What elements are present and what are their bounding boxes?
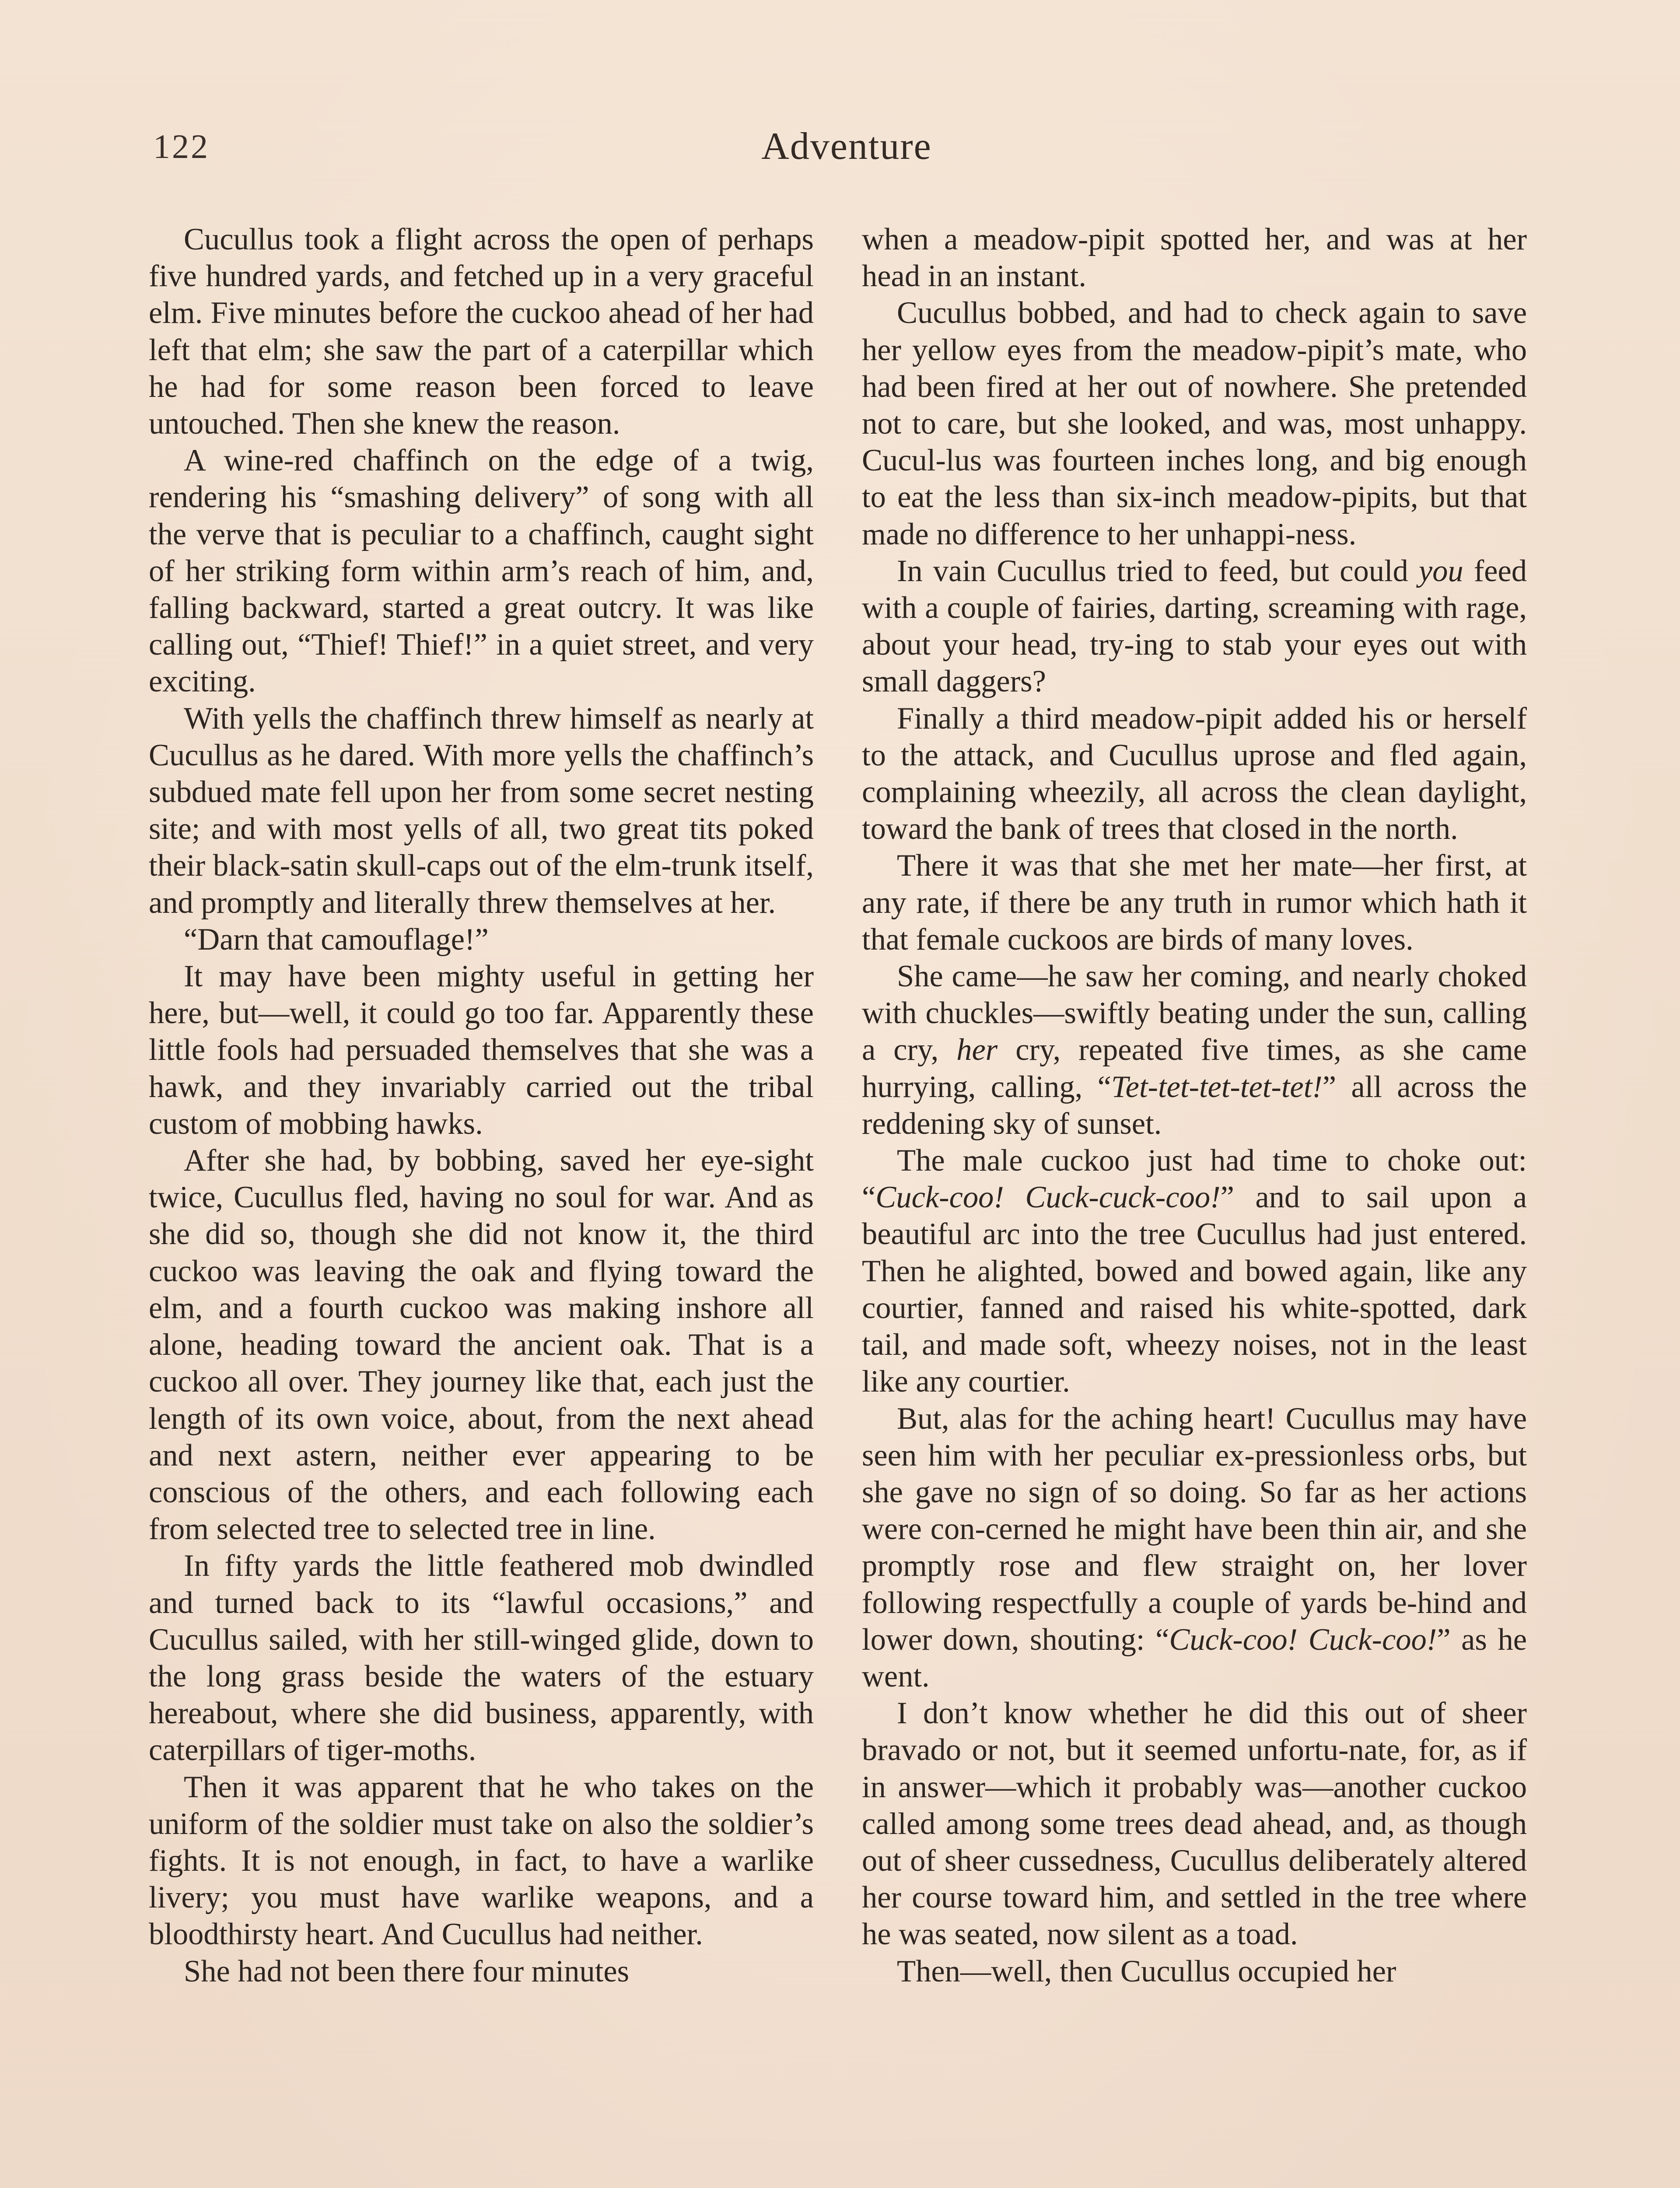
text-run: In vain Cucullus tried to feed, but could — [897, 554, 1408, 588]
paragraph: Then it was apparent that he who takes on the uniform of the soldier must take on also the soldier’s fights. It is not enough, in fact, to have a warlike livery; you must have warlike weapons, and a bloodthirsty heart. And Cucullus had neither. — [149, 1770, 814, 1952]
paragraph: With yells the chaffinch threw himself as nearly at Cucullus as he dared. With more yells the chaffinch’s subdued mate fell upon her from some secret nesting site; and with most yells of all, two great tits poked their black-satin skull-caps out of the elm-trunk itself, and promptly and literally threw themselves at her. — [149, 701, 814, 920]
emphasis: Cuck-coo! Cuck-coo! — [1169, 1622, 1437, 1657]
paragraph: There it was that she met her mate—her first, at any rate, if there be any truth in rumor which hath it that female cuckoos are birds of many loves. — [862, 849, 1527, 957]
emphasis: Cuck-coo! Cuck-cuck-coo! — [875, 1180, 1221, 1215]
running-title: Adventure — [761, 125, 932, 168]
emphasis: Tet-tet-tet-tet-tet! — [1111, 1069, 1323, 1104]
emphasis: her — [956, 1033, 998, 1067]
paragraph: Cucullus took a flight across the open of perhaps five hundred yards, and fetched up in a very graceful elm. Five minutes before the cuckoo ahead of her had left that elm; she saw the part of a caterpillar which he had for some reason been forced to leave untouched. Then she knew the reason. — [149, 222, 814, 441]
paragraph: In fifty yards the little feathered mob dwindled and turned back to its “lawful occasions,” and Cucullus sailed, with her still-winged glide, down to the long grass beside the waters of the estuary hereabout, where she did business, apparently, with caterpillars of tiger-moths. — [149, 1549, 814, 1767]
paragraph — [862, 553, 1527, 700]
paragraph: I don’t know whether he did this out of sheer bravado or not, but it seemed unfortu-nate, for, as if in answer—which it probably was—another cuckoo called among some trees dead ahead, and, as though out of sheer cussedness, Cucullus deliberately altered her course toward him, and settled in the tree where he was seated, now silent as a toad. — [862, 1696, 1527, 1952]
text-run: But, alas for the aching heart! Cucullus may have seen him with her peculiar ex-pressionless orbs, but she gave no sign of so doing. So far as her actions were con-cerned he might have been thin air, and she promptly rose and flew straight on, her lover following respectfully a couple of yards be-hind and lower down, shouting: “ — [862, 1401, 1527, 1657]
text-run: She came—he saw her coming, and nearly choked with chuckles—swiftly beating under the sun, calling a cry, — [862, 959, 1527, 1067]
paragraph: Then—well, then Cucullus occupied her — [897, 1954, 1396, 1988]
left-column — [149, 221, 814, 1990]
paragraph — [862, 1400, 1527, 1695]
paragraph: It may have been mighty useful in getting her here, but—well, it could go too far. Apparently these little fools had persuaded themselves that she was a hawk, and they invariably carried out the tribal custom of mobbing hawks. — [149, 959, 814, 1141]
paragraph: After she had, by bobbing, saved her eye-sight twice, Cucullus fled, having no soul for war. And as she did so, though she did not know it, the third cuckoo was leaving the oak and flying toward the elm, and a fourth cuckoo was making inshore all alone, heading toward the ancient oak. That is a cuckoo all over. They journey like that, each just the length of its own voice, about, from the next ahead and next astern, neither ever appearing to be conscious of the others, and each following each from selected tree to selected tree in line. — [149, 1143, 814, 1546]
paragraph — [862, 1142, 1527, 1400]
page-number: 122 — [153, 127, 210, 165]
paragraph: Finally a third meadow-pipit added his or herself to the attack, and Cucullus uprose and fled again, complaining wheezily, all across the clean daylight, toward the bank of trees that closed in the north. — [862, 701, 1527, 846]
paragraph: “Darn that camouflage!” — [184, 922, 489, 957]
text-run: feed with a couple of fairies, darting, screaming with rage, about your head, try-ing to stab your eyes out with small daggers? — [862, 554, 1527, 699]
text-run: ” all across the reddening sky of sunset. — [862, 1069, 1527, 1141]
text-run: The male cuckoo just had time to choke out: “ — [862, 1143, 1527, 1215]
page-header — [153, 127, 1540, 184]
text-run: ” as he went. — [862, 1622, 1527, 1694]
paragraph: Cucullus bobbed, and had to check again to save her yellow eyes from the meadow-pipit’s mate, who had been fired at her out of nowhere. She pretended not to care, but she looked, and was, most unhappy. Cucul-lus was fourteen inches long, and big enough to eat the less than six-inch meadow-pipits, but that made no difference to her unhappi-ness. — [862, 296, 1527, 551]
right-column — [862, 221, 1527, 1990]
text-run: ” and to sail upon a beautiful arc into the tree Cucullus had just entered. Then he alighted, bowed and bowed again, like any courtier, fanned and raised his white-spotted, dark tail, and made soft, wheezy noises, not in the least like any courtier. — [862, 1180, 1527, 1399]
paragraph — [862, 958, 1527, 1142]
text-run: cry, repeated five times, as she came hurrying, calling, “ — [862, 1033, 1527, 1104]
paragraph-continuation: when a meadow-pipit spotted her, and was at her head in an instant. — [862, 222, 1527, 294]
emphasis: you — [1418, 554, 1463, 588]
paragraph: She had not been there four minutes — [184, 1954, 630, 1988]
paragraph: A wine-red chaffinch on the edge of a twig, rendering his “smashing delivery” of song with all the verve that is peculiar to a chaffinch, caught sight of her striking form within arm’s reach of him, and, falling backward, started a great outcry. It was like calling out, “Thief! Thief!” in a quiet street, and very exciting. — [149, 443, 814, 699]
